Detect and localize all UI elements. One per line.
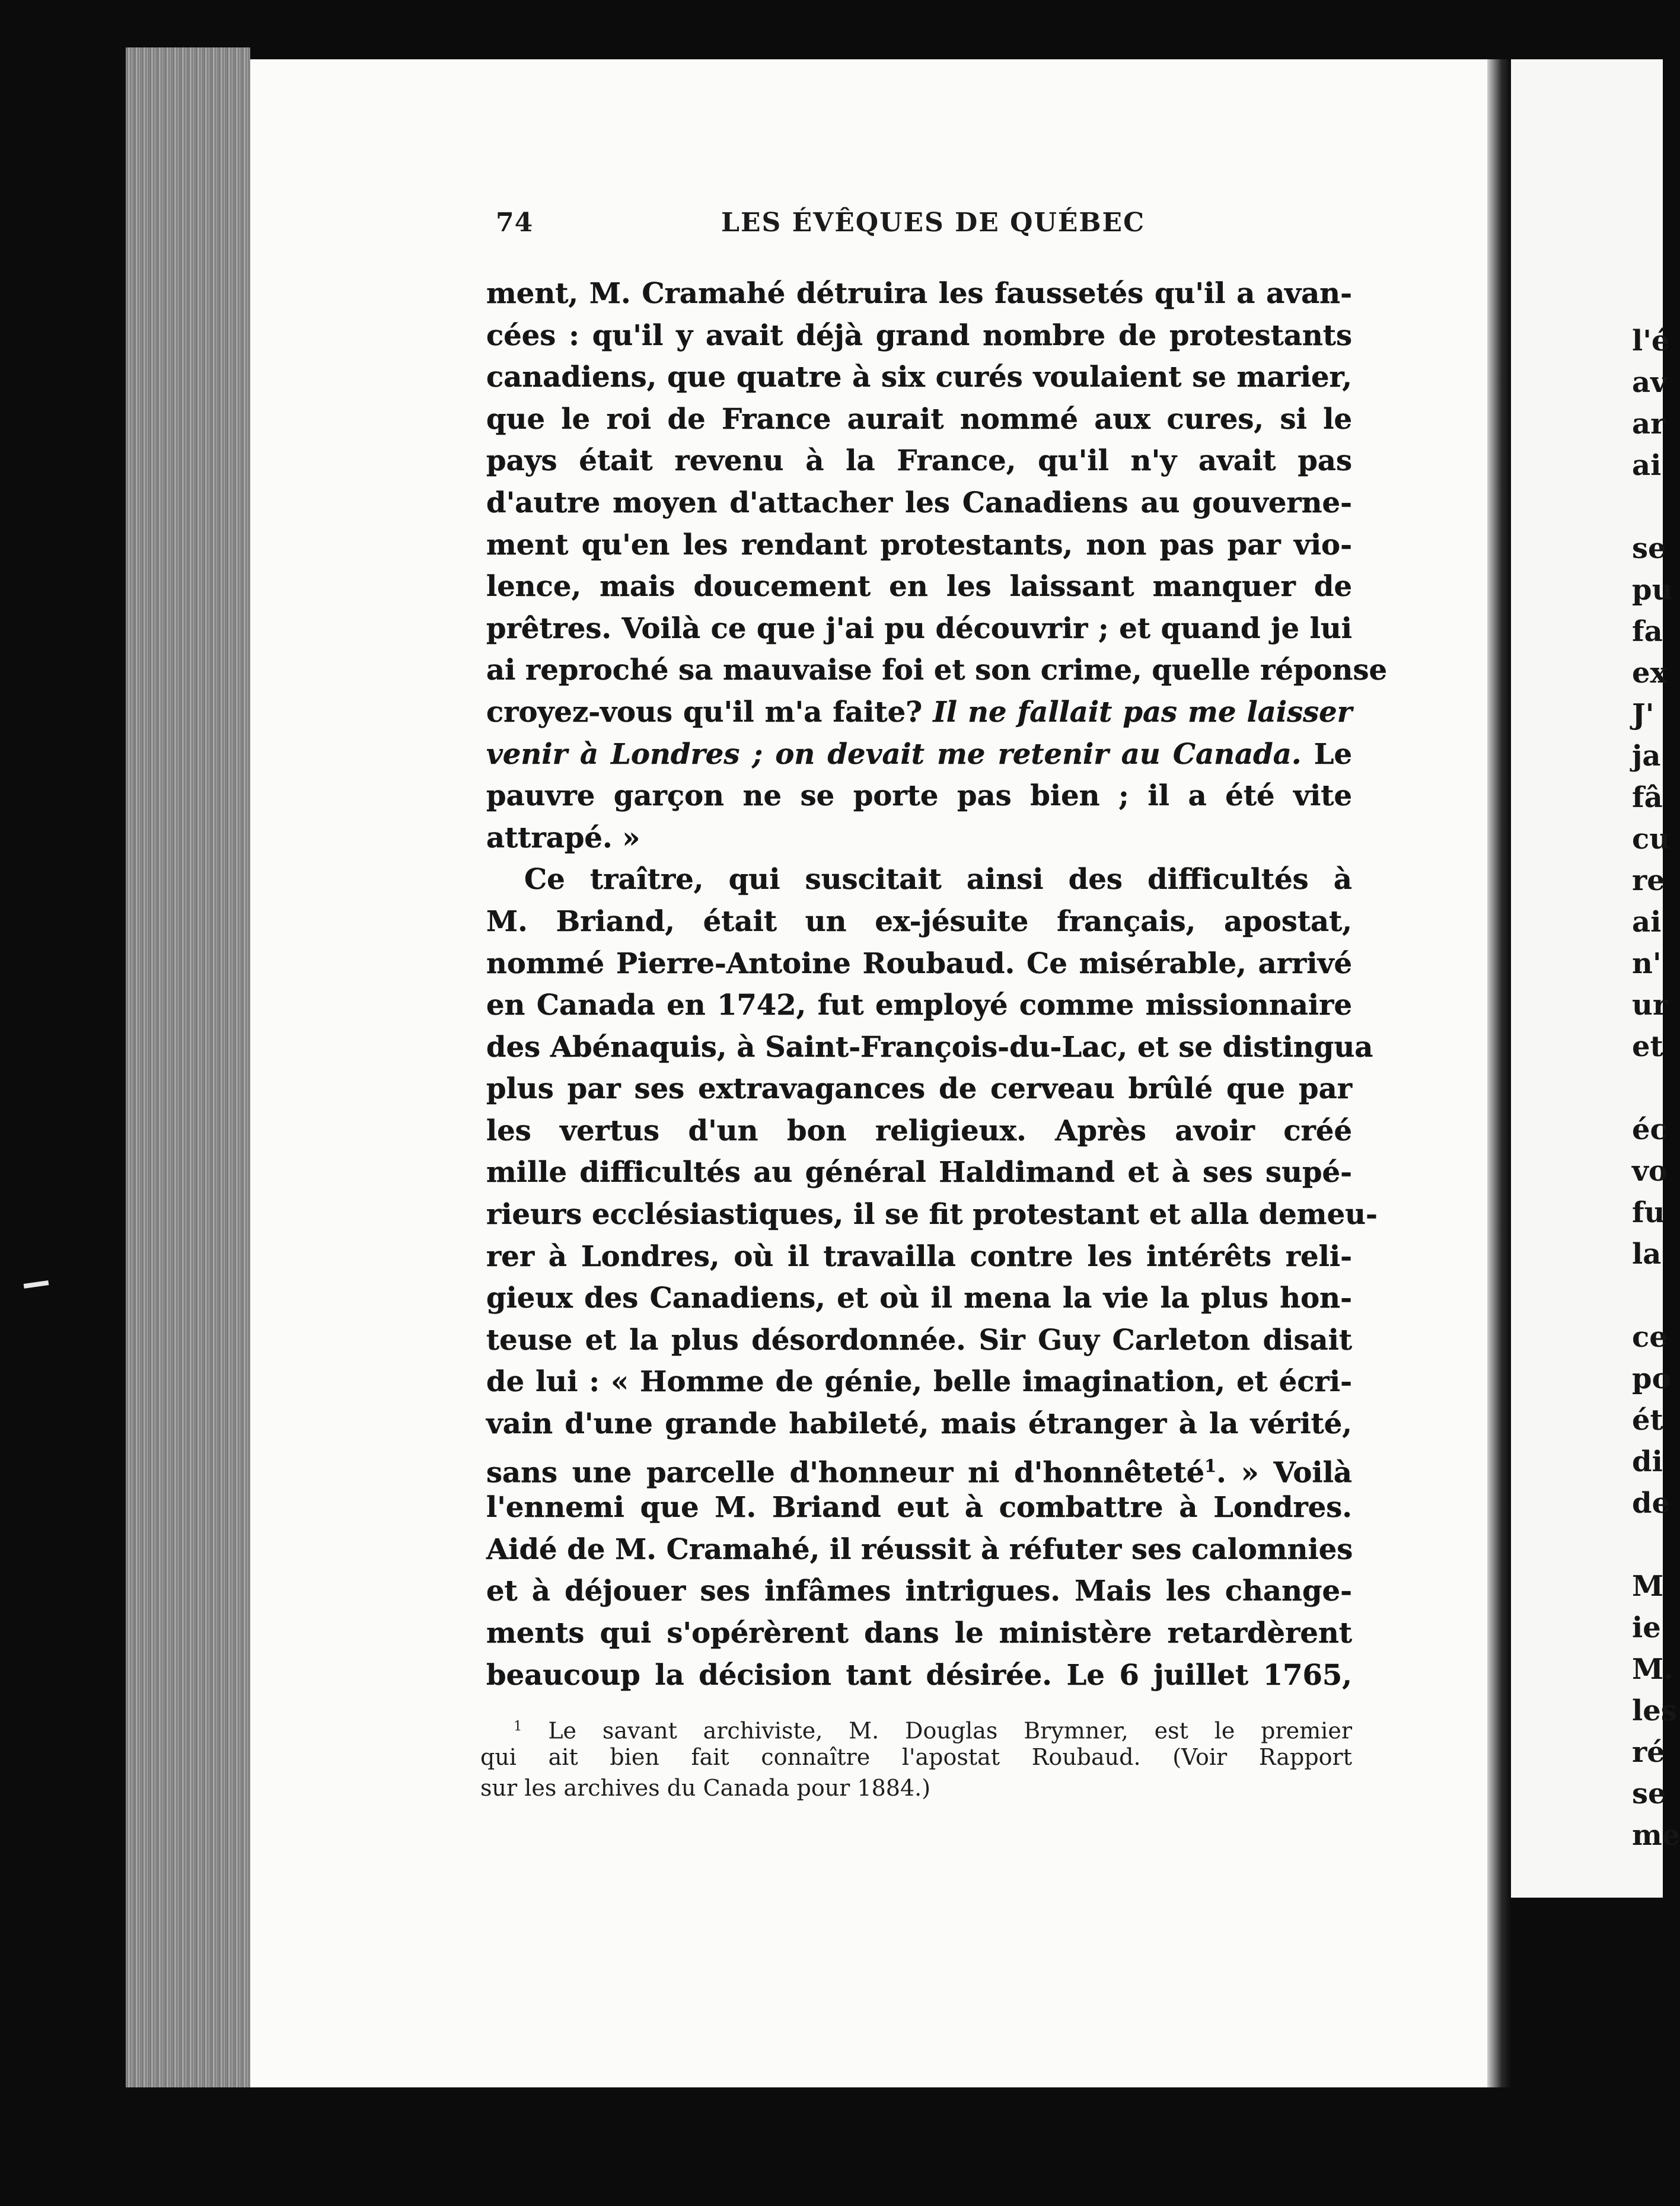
- facing-line: et: [1632, 1030, 1663, 1063]
- text-line: les vertus d'un bon religieux. Après avoir créé: [486, 1114, 1352, 1147]
- footnote: [480, 1711, 1352, 1803]
- facing-line: la: [1632, 1238, 1662, 1271]
- text-line: [486, 1445, 1352, 1487]
- text-line: nommé Pierre-Antoine Roubaud. Ce misérable, arrivé: [486, 946, 1352, 980]
- gutter-shadow: [1487, 59, 1511, 2087]
- facing-line: ce: [1632, 1321, 1668, 1354]
- facing-line: se: [1632, 1777, 1666, 1810]
- text-line: gieux des Canadiens, et où il mena la vie la plus hon-: [486, 1281, 1352, 1315]
- text-line: ments qui s'opérèrent dans le ministère retardèrent: [486, 1617, 1352, 1650]
- facing-line: ur: [1632, 989, 1668, 1022]
- text-line: mille difficultés au général Haldimand et à ses supé-: [486, 1156, 1352, 1190]
- facing-line: J': [1632, 698, 1655, 731]
- facing-line: de: [1632, 1487, 1671, 1520]
- text-run: Le: [1301, 737, 1353, 771]
- text-line: des Abénaquis, à Saint-François-du-Lac, et se distingua: [486, 1030, 1373, 1064]
- text-line: en Canada en 1742, fut employé comme missionnaire: [486, 989, 1352, 1022]
- footnote-marker: 1: [514, 1719, 522, 1734]
- facing-line: ie: [1632, 1611, 1661, 1644]
- text-line: M. Briand, était un ex-jésuite français, apostat,: [486, 904, 1352, 938]
- facing-line: cu: [1632, 823, 1671, 856]
- text-line: cées : qu'il y avait déjà grand nombre de protestants: [486, 318, 1352, 352]
- body-text: [486, 273, 1388, 1696]
- page-number: 74: [496, 208, 534, 238]
- text-line: l'ennemi que M. Briand eut à combattre à Londres.: [486, 1491, 1352, 1525]
- text-line: ment qu'en les rendant protestants, non pas par vio-: [486, 528, 1352, 562]
- facing-line: M.: [1632, 1653, 1673, 1686]
- facing-line: ét: [1632, 1404, 1663, 1437]
- facing-line: fâ: [1632, 781, 1663, 814]
- text-line: canadiens, que quatre à six curés voulaient se marier,: [486, 361, 1352, 394]
- facing-line: fu: [1632, 1196, 1665, 1229]
- facing-line: pu: [1632, 573, 1673, 607]
- text-line: beaucoup la décision tant désirée. Le 6 juillet 1765,: [486, 1658, 1352, 1692]
- text-line: ai reproché sa mauvaise foi et son crime, quelle réponse: [486, 653, 1388, 687]
- footnote-line: [480, 1711, 1352, 1742]
- text-run: Le savant archiviste, M. Douglas Brymner, est le premier: [522, 1717, 1352, 1744]
- text-line: Ce traître, qui suscitait ainsi des difficultés à: [524, 863, 1352, 897]
- text-line: rieurs ecclésiastiques, il se fit protestant et alla demeu-: [486, 1198, 1378, 1232]
- facing-line: vo: [1632, 1155, 1668, 1188]
- text-line: d'autre moyen d'attacher les Canadiens au gouverne-: [486, 486, 1352, 519]
- running-title: LES ÉVÊQUES DE QUÉBEC: [721, 208, 1146, 238]
- footnote-line: sur les archives du Canada pour 1884.): [480, 1775, 931, 1801]
- italic-quote: venir à Londres ; on devait me retenir au Canada.: [486, 737, 1302, 771]
- text-line: teuse et la plus désordonnée. Sir Guy Carleton disait: [486, 1323, 1352, 1357]
- text-line: [486, 734, 1352, 776]
- facing-line: di: [1632, 1445, 1663, 1478]
- facing-line: re: [1632, 864, 1665, 897]
- facing-line: ré: [1632, 1736, 1665, 1769]
- footnote-ref: 1: [1204, 1455, 1217, 1476]
- facing-line: av: [1632, 366, 1667, 399]
- text-line: ment, M. Cramahé détruira les faussetés qu'il a avan-: [486, 277, 1352, 310]
- text-run: croyez-vous qu'il m'a faite?: [486, 695, 933, 729]
- text-line: [486, 691, 1352, 734]
- scan-speck: [24, 1280, 49, 1289]
- facing-line: ai: [1632, 906, 1662, 939]
- text-line: de lui : « Homme de génie, belle imagination, et écri-: [486, 1365, 1352, 1399]
- facing-line: ai: [1632, 449, 1662, 482]
- text-line: attrapé. »: [486, 821, 640, 855]
- text-line: vain d'une grande habileté, mais étranger à la vérité,: [486, 1407, 1352, 1441]
- text-line: que le roi de France aurait nommé aux cures, si le: [486, 402, 1352, 436]
- facing-line: les: [1632, 1694, 1677, 1727]
- facing-line: me: [1632, 1819, 1680, 1852]
- facing-line: fa: [1632, 615, 1663, 648]
- facing-line: M: [1632, 1570, 1664, 1603]
- text-line: pays était revenu à la France, qu'il n'y avait pas: [486, 444, 1352, 478]
- facing-line: se: [1632, 532, 1666, 565]
- facing-line: ex: [1632, 656, 1668, 690]
- text-line: pauvre garçon ne se porte pas bien ; il a été vite: [486, 779, 1352, 813]
- text-line: lence, mais doucement en les laissant manquer de: [486, 570, 1352, 604]
- text-run: sans une parcelle d'honneur ni d'honnêteté: [486, 1455, 1205, 1489]
- text-line: prêtres. Voilà ce que j'ai pu découvrir ; et quand je lui: [486, 611, 1352, 645]
- facing-line: éc: [1632, 1113, 1668, 1146]
- facing-line: l'é: [1632, 324, 1670, 358]
- text-line: et à déjouer ses infâmes intrigues. Mais les change-: [486, 1574, 1352, 1608]
- text-line: rer à Londres, où il travailla contre les intérêts reli-: [486, 1239, 1352, 1273]
- page-edges: [126, 47, 250, 2087]
- facing-line: ar: [1632, 407, 1666, 441]
- facing-line: po: [1632, 1362, 1671, 1395]
- text-line: plus par ses extravagances de cerveau brûlé que par: [486, 1072, 1352, 1106]
- italic-quote: Il ne fallait pas me laisser: [933, 695, 1353, 729]
- facing-line: ja: [1632, 739, 1661, 773]
- text-line: Aidé de M. Cramahé, il réussit à réfuter ses calomnies: [486, 1532, 1353, 1566]
- facing-line: n': [1632, 947, 1662, 980]
- facing-page-text: [1632, 320, 1680, 1856]
- text-run: . » Voilà: [1216, 1455, 1353, 1489]
- footnote-line: qui ait bien fait connaître l'apostat Roubaud. (Voir Rapport: [480, 1744, 1352, 1770]
